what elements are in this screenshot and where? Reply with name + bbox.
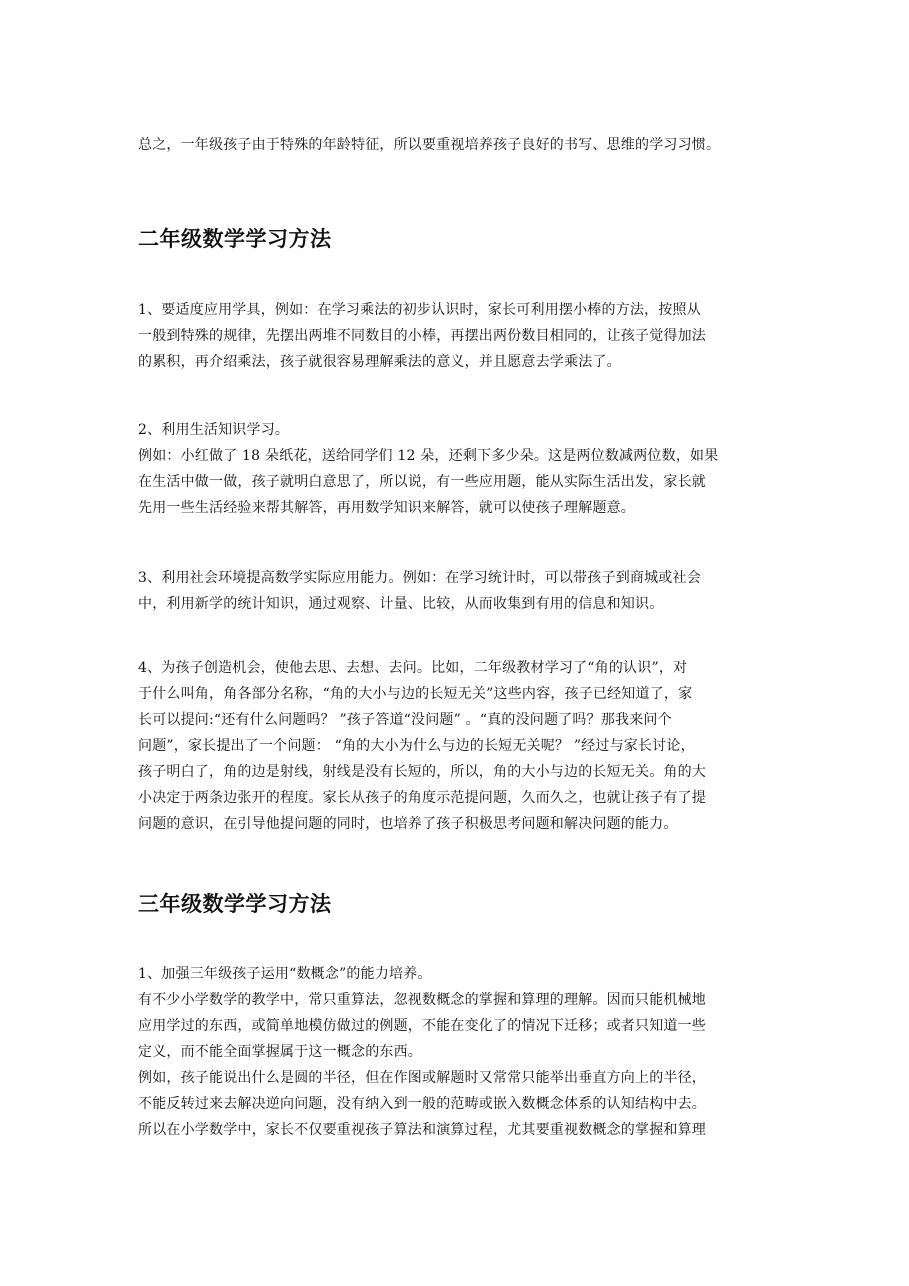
section-heading-grade2 xyxy=(138,224,772,254)
intro-paragraph xyxy=(138,132,772,158)
text-line: 定义，而不能全面掌握属于这一概念的东西。 xyxy=(138,1044,422,1060)
section-title: 二年级数学学习方法 xyxy=(138,227,332,251)
text-line: 孩子明白了，角的边是射线，射线是没有长短的，所以，角的大小与边的长短无关。角的大 xyxy=(138,764,706,780)
text-line: 一般到特殊的规律，先摆出两堆不同数目的小棒，再摆出两份数目相同的，让孩子觉得加法 xyxy=(138,328,706,344)
text-line: 3、利用社会环境提高数学实际应用能力。例如：在学习统计时，可以带孩子到商城或社会 xyxy=(138,570,701,586)
text-line: 例如：小红做了 18 朵纸花，送给同学们 12 朵，还剩下多少朵。这是两位数减两位数，如果 xyxy=(138,448,719,464)
text-line: 1、要适度应用学具，例如：在学习乘法的初步认识时，家长可利用摆小棒的方法，按照从 xyxy=(138,302,701,318)
text-line: 先用一些生活经验来帮其解答，再用数学知识来解答，就可以使孩子理解题意。 xyxy=(138,500,635,516)
section-heading-grade3 xyxy=(138,889,772,919)
text-line: 总之，一年级孩子由于特殊的年龄特征，所以要重视培养孩子良好的书写、思维的学习习惯。 xyxy=(138,137,721,153)
text-line: 所以在小学数学中，家长不仅要重视孩子算法和演算过程，尤其要重视数概念的掌握和算理 xyxy=(138,1122,706,1138)
text-line: 2、利用生活知识学习。 xyxy=(138,422,290,438)
text-line: 的累积，再介绍乘法，孩子就很容易理解乘法的意义，并且愿意去学乘法了。 xyxy=(138,354,621,370)
text-line: 小决定于两条边张开的程度。家长从孩子的角度示范提问题，久而久之，也就让孩子有了提 xyxy=(138,790,706,806)
text-line: 例如，孩子能说出什么是圆的半径，但在作图或解题时又常常只能举出垂直方向上的半径， xyxy=(138,1070,706,1086)
text-line: 在生活中做一做，孩子就明白意思了，所以说，有一些应用题，能从实际生活出发，家长就 xyxy=(138,474,706,490)
grade2-paragraph-4 xyxy=(138,655,772,837)
grade3-paragraph-1 xyxy=(138,961,772,1143)
section-title: 三年级数学学习方法 xyxy=(138,892,332,916)
grade2-paragraph-1 xyxy=(138,297,772,375)
text-line: 应用学过的东西，或简单地模仿做过的例题，不能在变化了的情况下迁移；或者只知道一些 xyxy=(138,1018,706,1034)
text-line: 有不少小学数学的教学中，常只重算法，忽视数概念的掌握和算理的理解。因而只能机械地 xyxy=(138,992,706,1008)
grade2-paragraph-2 xyxy=(138,417,772,521)
text-line: 长可以提问:“还有什么问题吗？ ”孩子答道“没问题” 。“真的没问题了吗？那我来问个 xyxy=(138,712,672,728)
text-line: 不能反转过来去解决逆向问题，没有纳入到一般的范畴或嵌入数概念体系的认知结构中去。 xyxy=(138,1096,706,1112)
text-line: 4、为孩子创造机会，使他去思、去想、去问。比如，二年级教材学习了“角的认识”，对 xyxy=(138,660,688,676)
text-line: 问题”，家长提出了一个问题： “角的大小为什么与边的长短无关呢？ ”经过与家长讨论， xyxy=(138,738,695,754)
text-line: 中，利用新学的统计知识，通过观察、计量、比较，从而收集到有用的信息和知识。 xyxy=(138,596,664,612)
grade2-paragraph-3 xyxy=(138,565,772,617)
text-line: 1、加强三年级孩子运用“数概念”的能力培养。 xyxy=(138,966,432,982)
text-line: 问题的意识，在引导他提问题的同时，也培养了孩子积极思考问题和解决问题的能力。 xyxy=(138,816,678,832)
text-line: 于什么叫角，角各部分名称，“角的大小与边的长短无关”这些内容，孩子已经知道了，家 xyxy=(138,686,693,702)
